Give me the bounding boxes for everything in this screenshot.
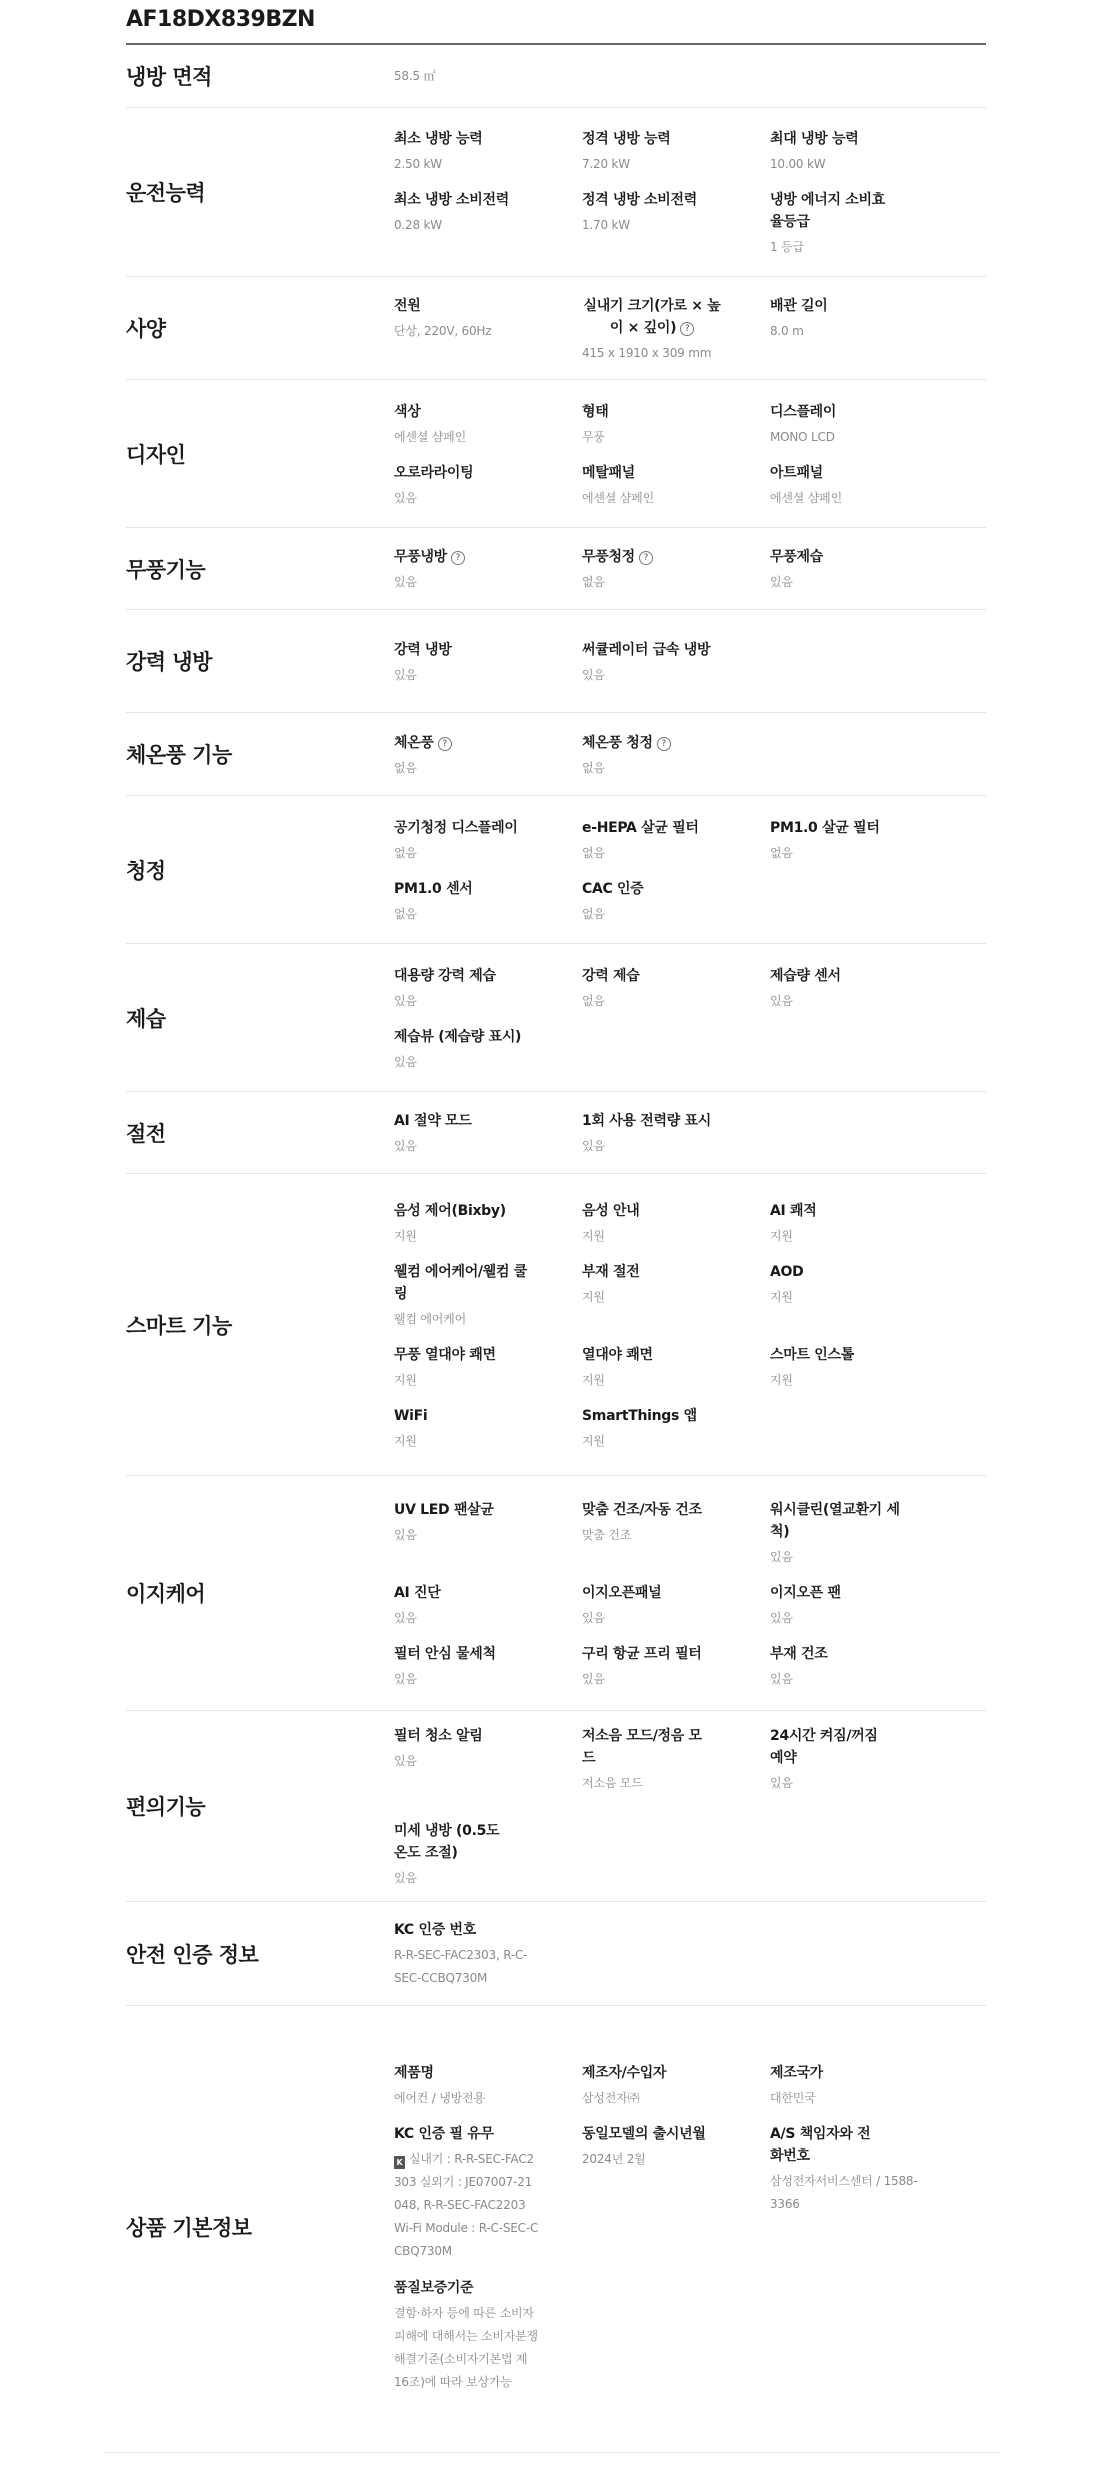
spec-value: 있음 <box>770 1549 793 1564</box>
spec-value: 지원 <box>582 1228 605 1243</box>
spec-label-text: 무풍청정 <box>582 549 635 565</box>
section-powerful-cooling <box>126 610 986 713</box>
spec-value: 있음 <box>582 667 605 682</box>
spec-item <box>394 1820 582 1889</box>
spec-item <box>394 1919 582 1990</box>
spec-label: 웰컴 에어케어/웰컴 쿨링 <box>394 1263 527 1302</box>
spec-item <box>770 1261 958 1330</box>
spec-label: 강력 냉방 <box>394 641 452 658</box>
spec-item <box>394 1643 582 1690</box>
spec-value: 지원 <box>582 1289 605 1304</box>
spec-label-text: 무풍냉방 <box>394 549 447 565</box>
spec-label: 음성 안내 <box>582 1202 640 1219</box>
section-title: 냉방 면적 <box>126 65 212 89</box>
spec-label-text: 체온풍 <box>394 734 434 751</box>
spec-label: 무풍 열대야 쾌면 <box>394 1346 496 1363</box>
spec-value: MONO LCD <box>770 429 835 444</box>
spec-label: 24시간 켜짐/꺼짐 예약 <box>770 1728 878 1766</box>
spec-item <box>770 1499 958 1568</box>
spec-item <box>582 732 770 779</box>
spec-value: 없음 <box>582 760 605 775</box>
spec-item <box>582 1200 770 1247</box>
spec-value: 있음 <box>582 1610 605 1625</box>
spec-label: 배관 길이 <box>770 297 828 314</box>
spec-label: 색상 <box>394 403 421 420</box>
spec-item <box>394 401 582 448</box>
spec-item <box>394 965 582 1012</box>
spec-item <box>394 639 582 686</box>
spec-value: 없음 <box>582 906 605 921</box>
spec-label: 최소 냉방 능력 <box>394 131 483 147</box>
spec-item <box>394 189 582 258</box>
spec-label: 정격 냉방 능력 <box>582 131 671 147</box>
spec-item <box>582 1110 770 1157</box>
spec-label <box>394 732 582 754</box>
spec-value: 있음 <box>770 575 793 589</box>
spec-item <box>394 1725 582 1794</box>
spec-item <box>770 128 958 175</box>
spec-label: SmartThings 앱 <box>582 1407 697 1424</box>
spec-value: 있음 <box>394 575 417 589</box>
spec-value: 없음 <box>394 906 417 921</box>
spec-label-text: 실내기 크기(가로 × 높이 × 깊이) <box>583 297 721 336</box>
section-purification <box>126 796 986 944</box>
spec-item <box>394 1499 582 1568</box>
spec-label: 이지오픈패널 <box>582 1584 662 1601</box>
spec-item <box>770 462 958 509</box>
section-title: 무풍기능 <box>126 557 206 582</box>
section-title: 청정 <box>126 858 166 883</box>
section-title: 이지케어 <box>126 1582 206 1606</box>
spec-label: 맞춤 건조/자동 건조 <box>582 1501 702 1518</box>
spec-label: 열대야 쾌면 <box>582 1346 653 1363</box>
spec-value: 58.5 ㎡ <box>394 69 436 83</box>
spec-value: 없음 <box>394 845 417 860</box>
spec-value: 있음 <box>770 993 793 1008</box>
spec-value: 있음 <box>394 490 417 505</box>
spec-value: 결함·하자 등에 따른 소비자피해에 대해서는 소비자분쟁해결기준(소비자기본법 제16조)에 따라 보상가능 <box>394 2306 538 2389</box>
spec-label <box>582 546 770 568</box>
spec-value: 에어컨 / 냉방전용 <box>394 2091 485 2105</box>
spec-item <box>582 1405 770 1452</box>
spec-item <box>770 1643 958 1690</box>
kc-mark-icon: K <box>394 2156 405 2169</box>
spec-value: 삼성전자서비스센터 / 1588-3366 <box>770 2174 918 2211</box>
section-title: 사양 <box>126 317 166 341</box>
spec-item <box>582 462 770 509</box>
help-icon[interactable]: ? <box>451 551 465 565</box>
spec-item <box>770 2062 958 2109</box>
spec-value <box>394 2148 539 2263</box>
spec-label: 미세 냉방 (0.5도 온도 조절) <box>394 1823 500 1861</box>
spec-item <box>582 1582 770 1629</box>
spec-label: 오로라라이팅 <box>394 464 474 481</box>
spec-label: 대용량 강력 제습 <box>394 967 496 984</box>
spec-item <box>770 965 958 1012</box>
spec-label: 무풍제습 <box>770 549 823 565</box>
section-easycare <box>126 1476 986 1711</box>
help-icon[interactable]: ? <box>680 322 694 336</box>
spec-label: 공기청정 디스플레이 <box>394 819 518 836</box>
spec-label: WiFi <box>394 1407 428 1424</box>
section-title: 제습 <box>126 1006 166 1031</box>
spec-value: 저소음 모드 <box>582 1776 643 1790</box>
spec-value: 7.20 kW <box>582 157 630 171</box>
spec-value: 있음 <box>582 1139 605 1153</box>
spec-label: 냉방 에너지 소비효율등급 <box>770 192 885 230</box>
section-windfree <box>126 528 986 610</box>
section-title: 운전능력 <box>126 181 206 205</box>
spec-value: 에센셜 샴페인 <box>770 490 842 505</box>
spec-value: 있음 <box>394 1754 417 1768</box>
spec-label <box>394 546 582 568</box>
spec-value: 있음 <box>770 1671 793 1686</box>
spec-item <box>394 1110 582 1157</box>
spec-label: 제습량 센서 <box>770 967 841 984</box>
spec-value: 있음 <box>394 667 417 682</box>
spec-label: e-HEPA 살균 필터 <box>582 819 699 836</box>
spec-item <box>582 965 770 1012</box>
spec-value: 지원 <box>770 1228 793 1243</box>
spec-item <box>394 1261 582 1330</box>
spec-label: 저소음 모드/정음 모드 <box>582 1728 702 1766</box>
section-title: 안전 인증 정보 <box>126 1942 259 1967</box>
spec-value: 없음 <box>582 993 605 1008</box>
spec-label: 강력 제습 <box>582 967 640 984</box>
spec-item <box>582 189 770 258</box>
spec-item <box>394 817 582 864</box>
spec-item <box>770 401 958 448</box>
spec-value: 1 등급 <box>770 240 804 254</box>
spec-item <box>394 732 582 779</box>
spec-value: 단상, 220V, 60Hz <box>394 323 492 338</box>
spec-value: 415 x 1910 x 309 mm <box>582 345 712 360</box>
spec-value: 없음 <box>394 760 417 775</box>
spec-label: 써큘레이터 급속 냉방 <box>582 641 711 658</box>
spec-item <box>770 295 958 364</box>
spec-value: 8.0 m <box>770 323 804 338</box>
spec-value: 있음 <box>394 1871 417 1885</box>
section-operating-capacity <box>126 108 986 277</box>
spec-label: 이지오픈 팬 <box>770 1584 841 1601</box>
spec-item <box>394 1405 582 1452</box>
spec-value: 삼성전자㈜ <box>582 2091 640 2105</box>
spec-item <box>394 2123 582 2263</box>
section-title: 체온풍 기능 <box>126 743 232 767</box>
spec-item <box>582 878 770 925</box>
spec-item <box>770 817 958 864</box>
spec-label: 형태 <box>582 403 609 420</box>
spec-item <box>582 401 770 448</box>
spec-value: 에센셜 샴페인 <box>394 429 466 444</box>
section-title: 상품 기본정보 <box>126 2216 252 2240</box>
section-dehumidification <box>126 944 986 1092</box>
spec-label: AI 쾌적 <box>770 1202 817 1219</box>
spec-item <box>582 2062 770 2109</box>
section-title: 편의기능 <box>126 1795 206 1819</box>
spec-item <box>770 1725 958 1794</box>
spec-label: PM1.0 센서 <box>394 880 473 897</box>
spec-label: 제조국가 <box>770 2065 823 2081</box>
section-title: 디자인 <box>126 442 186 467</box>
spec-label: 최대 냉방 능력 <box>770 131 859 147</box>
model-name: AF18DX839BZN <box>126 0 986 45</box>
spec-item <box>582 1344 770 1391</box>
spec-item <box>394 1026 582 1073</box>
spec-item <box>394 128 582 175</box>
spec-value: 2024년 2월 <box>582 2152 646 2166</box>
spec-label: KC 인증 필 유무 <box>394 2126 494 2142</box>
spec-value: 있음 <box>394 1139 417 1153</box>
spec-label: 음성 제어(Bixby) <box>394 1202 506 1219</box>
spec-label: 최소 냉방 소비전력 <box>394 192 509 208</box>
spec-label: 제조자/수입자 <box>582 2065 667 2081</box>
section-specification <box>126 277 986 380</box>
spec-value: 없음 <box>582 845 605 860</box>
spec-label: 제품명 <box>394 2065 434 2081</box>
spec-item <box>394 2062 582 2109</box>
spec-item <box>770 1344 958 1391</box>
spec-label: KC 인증 번호 <box>394 1922 476 1938</box>
help-icon[interactable]: ? <box>639 551 653 565</box>
section-title: 강력 냉방 <box>126 650 212 674</box>
spec-item <box>770 546 958 593</box>
spec-value: 지원 <box>582 1433 605 1448</box>
spec-label: 필터 안심 물세척 <box>394 1645 496 1662</box>
spec-item <box>770 1200 958 1247</box>
spec-item <box>394 878 582 925</box>
spec-value: 지원 <box>394 1228 417 1243</box>
section-basic-info <box>126 2006 986 2448</box>
spec-value: 있음 <box>770 1610 793 1625</box>
section-power-saving <box>126 1092 986 1174</box>
section-convenience <box>126 1711 986 1902</box>
spec-value: 지원 <box>394 1372 417 1387</box>
spec-label: 워시클린(열교환기 세척) <box>770 1501 900 1540</box>
spec-label: AOD <box>770 1263 804 1280</box>
spec-value: 있음 <box>394 1527 417 1542</box>
spec-item <box>394 295 582 364</box>
spec-label: 정격 냉방 소비전력 <box>582 192 697 208</box>
spec-item <box>394 546 582 593</box>
spec-value: 1.70 kW <box>582 218 630 232</box>
help-icon[interactable]: ? <box>438 737 452 751</box>
spec-label: 부재 절전 <box>582 1263 640 1280</box>
spec-item <box>394 65 582 87</box>
spec-item <box>770 189 958 258</box>
spec-value: 지원 <box>394 1433 417 1448</box>
section-cooling-area <box>126 45 986 108</box>
spec-item <box>770 1582 958 1629</box>
spec-item <box>770 2123 958 2263</box>
spec-item <box>582 1725 770 1794</box>
spec-value: 있음 <box>394 1054 417 1069</box>
spec-value: 지원 <box>582 1372 605 1387</box>
spec-value: 웰컴 에어케어 <box>394 1311 466 1326</box>
spec-item <box>582 546 770 593</box>
spec-item <box>394 1344 582 1391</box>
spec-label: 디스플레이 <box>770 403 837 420</box>
spec-item <box>394 462 582 509</box>
section-smart <box>126 1174 986 1476</box>
spec-label: PM1.0 살균 필터 <box>770 819 880 836</box>
section-body-temp-wind <box>126 713 986 796</box>
spec-item <box>582 128 770 175</box>
spec-table <box>126 0 986 2448</box>
spec-label: 메탈패널 <box>582 464 635 481</box>
spec-item <box>394 1582 582 1629</box>
spec-value: 맞춤 건조 <box>582 1527 632 1542</box>
spec-value: 대한민국 <box>770 2091 816 2105</box>
spec-label: A/S 책임자와 전화번호 <box>770 2126 871 2164</box>
bottom-divider <box>104 2452 1000 2453</box>
spec-item <box>582 1261 770 1330</box>
spec-item <box>582 295 770 364</box>
spec-label: CAC 인증 <box>582 880 644 897</box>
help-icon[interactable]: ? <box>657 737 671 751</box>
spec-value: 없음 <box>582 575 605 589</box>
spec-label-text: 체온풍 청정 <box>582 734 653 751</box>
spec-value: 있음 <box>394 1671 417 1686</box>
spec-label: 부재 건조 <box>770 1645 828 1662</box>
spec-label: 제습뷰 (제습량 표시) <box>394 1028 522 1045</box>
spec-value: R-R-SEC-FAC2303, R-C-SEC-CCBQ730M <box>394 1948 528 1985</box>
spec-label: 전원 <box>394 297 421 314</box>
spec-label: 아트패널 <box>770 464 823 481</box>
spec-item <box>582 817 770 864</box>
spec-value: 있음 <box>394 1610 417 1625</box>
section-safety-certification <box>126 1902 986 2006</box>
spec-label: AI 진단 <box>394 1584 441 1601</box>
spec-label: UV LED 팬살균 <box>394 1501 494 1518</box>
spec-item <box>582 639 770 686</box>
spec-label <box>582 732 770 754</box>
spec-value-text: 실내기 : R-R-SEC-FAC2303 실외기 : JE07007-21048, R-R-SEC-FAC2203 Wi-Fi Module : R-C-SEC-CCBQ730M <box>394 2152 539 2258</box>
spec-item <box>394 2277 582 2394</box>
spec-item <box>394 1200 582 1247</box>
spec-value: 지원 <box>770 1289 793 1304</box>
spec-value: 무풍 <box>582 429 605 444</box>
section-design <box>126 380 986 528</box>
spec-value: 0.28 kW <box>394 218 442 232</box>
spec-item <box>582 1643 770 1690</box>
spec-label: 필터 청소 알림 <box>394 1728 483 1744</box>
spec-value: 있음 <box>582 1671 605 1686</box>
spec-value: 2.50 kW <box>394 157 442 171</box>
section-title: 절전 <box>126 1121 166 1146</box>
spec-label: 품질보증기준 <box>394 2280 474 2296</box>
spec-value: 있음 <box>770 1776 793 1790</box>
spec-value: 지원 <box>770 1372 793 1387</box>
spec-value: 없음 <box>770 845 793 860</box>
spec-label: 스마트 인스톨 <box>770 1346 854 1363</box>
spec-value: 있음 <box>394 993 417 1008</box>
spec-item <box>582 2123 770 2263</box>
spec-label: 동일모델의 출시년월 <box>582 2126 706 2142</box>
spec-item <box>582 1499 770 1568</box>
section-title: 스마트 기능 <box>126 1313 232 1338</box>
spec-label <box>582 295 722 339</box>
spec-label: 1회 사용 전력량 표시 <box>582 1113 711 1129</box>
spec-label: AI 절약 모드 <box>394 1113 472 1129</box>
spec-label: 구리 항균 프리 필터 <box>582 1645 702 1662</box>
spec-value: 에센셜 샴페인 <box>582 490 654 505</box>
spec-value: 10.00 kW <box>770 157 826 171</box>
